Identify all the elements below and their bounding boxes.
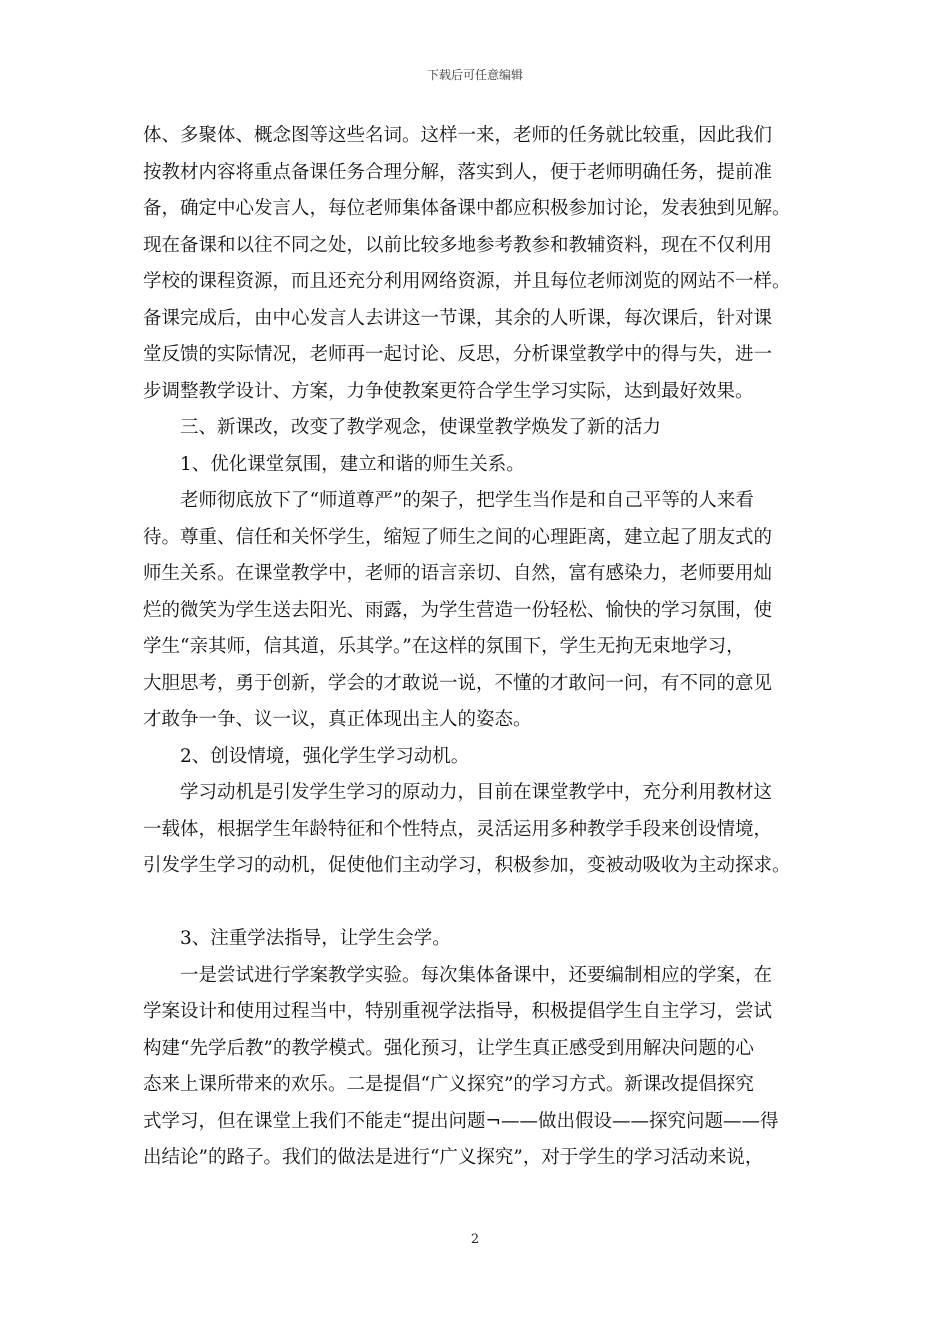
text-line: 2、创设情境，强化学生学习动机。 xyxy=(180,745,470,767)
paragraph xyxy=(143,410,815,447)
text-line: 师生关系。在课堂教学中，老师的语言亲切、自然，富有感染力，老师要用灿 xyxy=(143,563,773,584)
text-line: 一是尝试进行学案教学实验。每次集体备课中，还要编制相应的学案，在 xyxy=(180,964,773,986)
text-line: 才敢争一争、议一议，真正体现出主人的姿态。 xyxy=(143,709,532,730)
paragraph xyxy=(143,812,815,885)
paragraph xyxy=(143,520,815,739)
page-header: 下载后可任意编辑 xyxy=(426,68,523,82)
paragraph xyxy=(143,921,815,958)
text-line: 学习动机是引发学生学习的原动力，目前在课堂教学中，充分利用教材这 xyxy=(180,782,773,803)
text-line: 态来上课所带来的欢乐。二是提倡“广义探究”的学习方式。新课改提倡探究 xyxy=(143,1074,754,1095)
text-line: 式学习，但在课堂上我们不能走“提出问题¬——做出假设——探究问题——得 xyxy=(143,1110,779,1132)
paragraph xyxy=(143,739,815,776)
text-line: 备，确定中心发言人，每位老师集体备课中都应积极参加讨论，发表独到见解。 xyxy=(143,198,791,219)
text-line: 学案设计和使用过程当中，特别重视学法指导，积极提倡学生自主学习，尝试 xyxy=(143,1001,773,1022)
text-line: 大胆思考，勇于创新，学会的才敢说一说，不懂的才敢问一问，有不同的意见 xyxy=(143,672,773,694)
text-line: 一载体，根据学生年龄特征和个性特点，灵活运用多种教学手段来创设情境， xyxy=(143,818,773,840)
text-line: 堂反馈的实际情况，老师再一起讨论、反思，分析课堂教学中的得与失，进一 xyxy=(143,344,773,365)
text-line: 待。尊重、信任和关怀学生，缩短了师生之间的心理距离，建立起了朋友式的 xyxy=(143,526,773,548)
paragraph xyxy=(143,775,815,812)
text-line: 老师彻底放下了“师道尊严”的架子，把学生当作是和自己平等的人来看 xyxy=(180,490,754,511)
text-line: 构建“先学后教”的教学模式。强化预习，让学生真正感受到用解决问题的心 xyxy=(143,1037,754,1059)
text-line: 体、多聚体、概念图等这些名词。这样一来，老师的任务就比较重，因此我们 xyxy=(143,125,773,146)
text-line: 烂的微笑为学生送去阳光、雨露，为学生营造一份轻松、愉快的学习氛围，使 xyxy=(143,599,773,621)
paragraph xyxy=(143,483,815,520)
text-line: 按教材内容将重点备课任务合理分解，落实到人，便于老师明确任务，提前准 xyxy=(143,161,773,183)
paragraph xyxy=(143,447,815,484)
text-line: 出结论”的路子。我们的做法是进行“广义探究”，对于学生的学习活动来说， xyxy=(143,1147,764,1168)
text-line: 现在备课和以往不同之处，以前比较多地参考教参和教辅资料，现在不仅利用 xyxy=(143,234,773,256)
text-line: 三、新课改，改变了教学观念，使课堂教学焕发了新的活力 xyxy=(180,417,662,438)
text-line: 学校的课程资源，而且还充分利用网络资源，并且每位老师浏览的网站不一样。 xyxy=(143,271,791,292)
blank-line xyxy=(143,885,815,922)
paragraph xyxy=(143,994,815,1177)
document-body xyxy=(143,118,815,1177)
text-line: 步调整教学设计、方案，力争使教案更符合学生学习实际，达到最好效果。 xyxy=(143,380,754,402)
text-line: 学生“亲其师，信其道，乐其学。”在这样的氛围下，学生无拘无束地学习， xyxy=(143,636,745,657)
text-line: 1、优化课堂氛围，建立和谐的师生关系。 xyxy=(180,453,525,475)
text-line: 备课完成后，由中心发言人去讲这一节课，其余的人听课，每次课后，针对课 xyxy=(143,307,773,329)
page-number: 2 xyxy=(470,1232,480,1247)
text-line: 3、注重学法指导，让学生会学。 xyxy=(180,928,451,949)
text-line: 引发学生学习的动机，促使他们主动学习，积极参加，变被动吸收为主动探求。 xyxy=(143,855,791,876)
paragraph xyxy=(143,118,815,410)
paragraph xyxy=(143,958,815,995)
text-line xyxy=(143,885,815,922)
